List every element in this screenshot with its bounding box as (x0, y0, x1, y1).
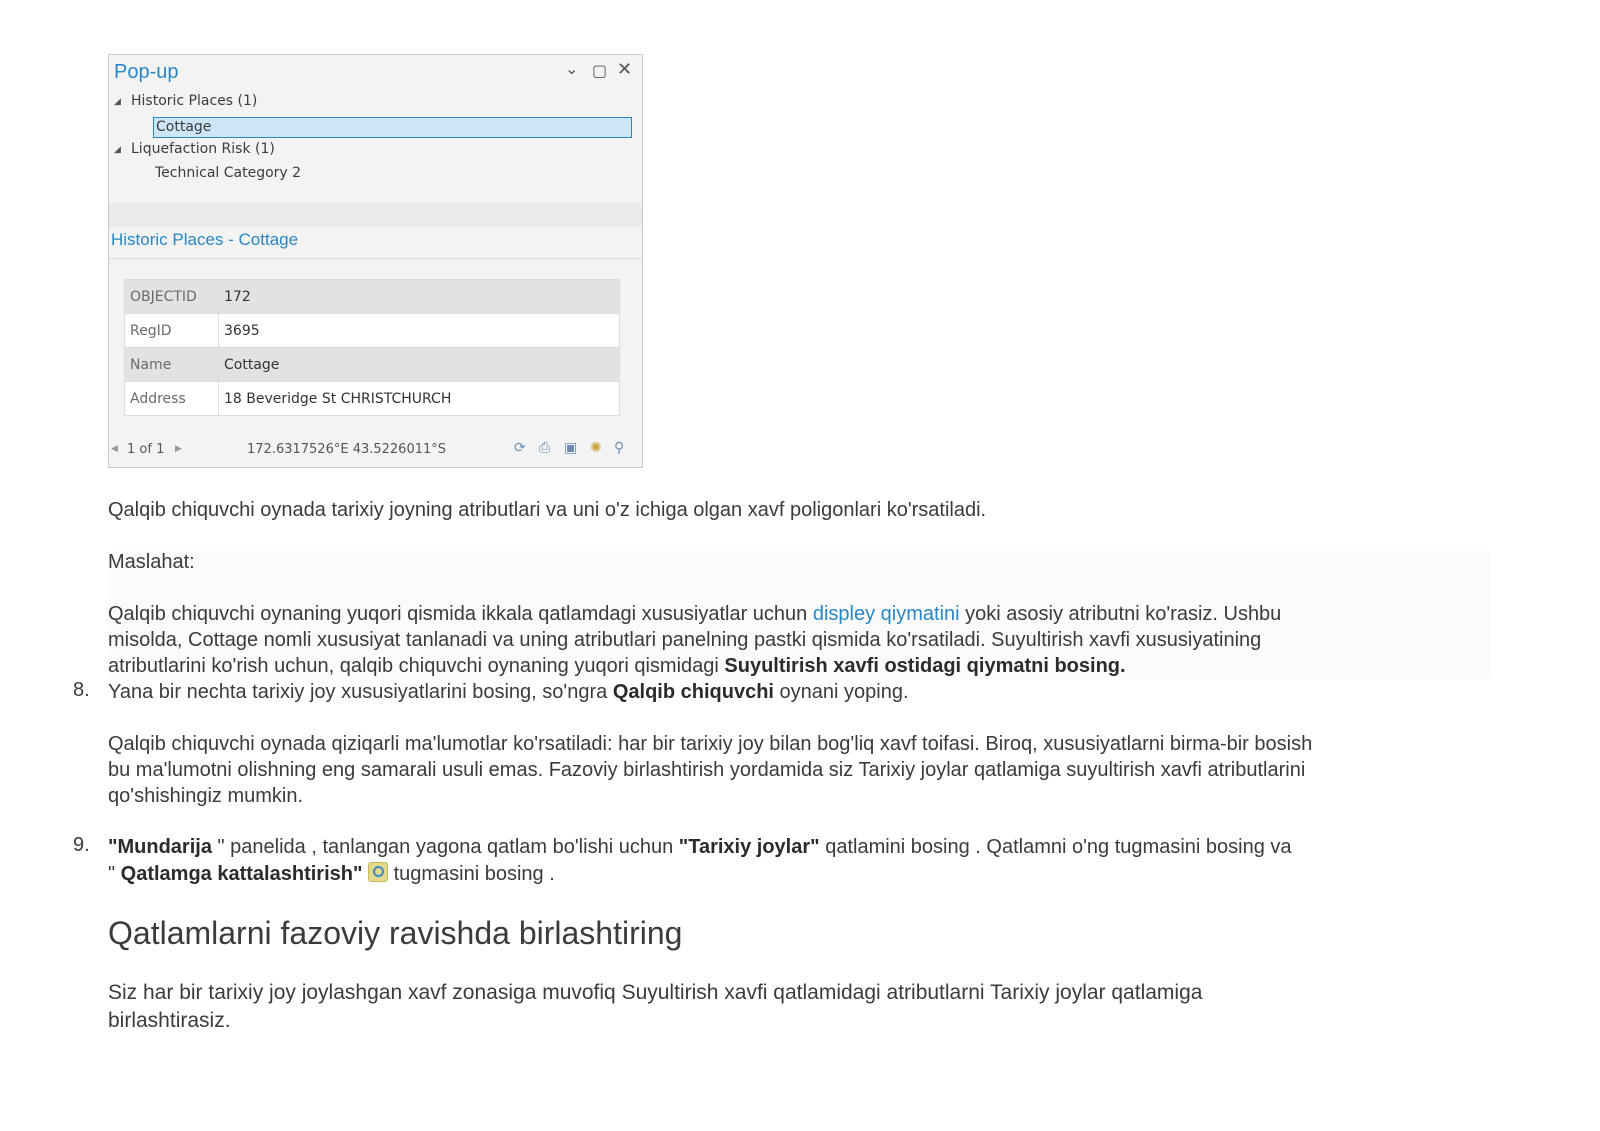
bold-text: Suyultirish xavfi ostidagi qiymatni bosing. (724, 655, 1126, 677)
divider (109, 258, 642, 259)
tip-label: Maslahat: (108, 551, 195, 573)
text: Qalqib chiquvchi oynaning yuqori qismida ikkala qatlamdagi xususiyatlar uchun (108, 603, 813, 625)
bold-text: Qatlamga kattalashtirish" (120, 863, 363, 885)
zoom-to-icon[interactable]: ⚲ (614, 440, 625, 456)
attribute-key: RegID (125, 314, 219, 348)
collapse-triangle-icon[interactable]: ◢ (114, 145, 121, 155)
export-icon[interactable]: ▣ (564, 440, 578, 456)
step-9 (108, 834, 1292, 860)
chevron-down-icon[interactable]: ⌄ (565, 59, 579, 78)
tree-layer-historic-places[interactable]: Historic Places (1) (131, 93, 258, 109)
close-icon[interactable]: ✕ (617, 59, 633, 80)
paragraph-line: bu ma'lumotni olishning eng samarali usuli emas. Fazoviy birlashtirish yordamida siz Tarixiy joylar qatlamiga suyultirish xavfi atributlarini (108, 759, 1306, 781)
next-feature-icon[interactable]: ▶ (175, 444, 182, 454)
text: atributlarini ko'rish uchun, qalqib chiquvchi oynaning yuqori qismidagi (108, 655, 725, 677)
attribute-value: 172 (219, 280, 620, 314)
text: Yana bir nechta tarixiy joy xususiyatlarini bosing, so'ngra (108, 681, 613, 703)
step-9-line-2 (108, 861, 555, 887)
attribute-value: 3695 (219, 314, 620, 348)
print-icon[interactable]: ⎙ (539, 440, 551, 456)
attribute-key: OBJECTID (125, 280, 219, 314)
text: tugmasini bosing . (388, 863, 555, 885)
tree-feature-technical-category[interactable]: Technical Category 2 (155, 165, 302, 181)
paragraph-line: Siz har bir tarixiy joy joylashgan xavf zonasiga muvofiq Suyultirish xavfi qatlamidagi atributlarni Tarixiy joylar qatlamiga (108, 981, 1203, 1004)
attribute-key: Name (125, 348, 219, 382)
tree-layer-liquefaction-risk[interactable]: Liquefaction Risk (1) (131, 141, 275, 157)
popup-panel (108, 54, 643, 468)
attribute-value: Cottage (219, 348, 620, 382)
step-number: 8. (73, 679, 90, 701)
previous-feature-icon[interactable]: ◀ (111, 444, 118, 454)
coordinates-readout: 172.6317526°E 43.5226011°S (247, 442, 447, 457)
paragraph-line: Qalqib chiquvchi oynada qiziqarli ma'lumotlar ko'rsatiladi: har bir tarixiy joy bilan bog'liq xavf toifasi. Biroq, xususiyatlarni birma-bir bosish (108, 733, 1313, 755)
table-row (125, 382, 620, 416)
popup-footer (109, 439, 642, 467)
tree-feature-cottage[interactable]: Cottage (153, 117, 632, 138)
bold-text: Qalqib chiquvchi (612, 681, 774, 703)
table-row (125, 314, 620, 348)
text: oynani yoping. (773, 681, 909, 703)
text: " (108, 863, 121, 885)
attribute-key: Address (125, 382, 219, 416)
page-indicator: 1 of 1 (127, 442, 165, 457)
flash-icon[interactable]: ✺ (590, 440, 602, 456)
table-row (125, 280, 620, 314)
tip-line: misolda, Cottage nomli xususiyat tanlanadi va uning atributlari panelning pastki qismida ko'rsatiladi. Suyultirish xavfi xususiyatining (108, 629, 1262, 651)
step-number: 9. (73, 834, 90, 856)
text: " panelida , tanlangan yagona qatlam bo'lishi uchun (211, 836, 679, 858)
paragraph: Qalqib chiquvchi oynada tarixiy joyning atributlari va uni o'z ichiga olgan xavf poligonlari ko'rsatiladi. (108, 499, 987, 521)
maximize-icon[interactable]: ▢ (592, 61, 608, 80)
table-row (125, 348, 620, 382)
step-8 (108, 679, 909, 705)
collapse-triangle-icon[interactable]: ◢ (114, 97, 121, 107)
attribute-table (124, 279, 620, 416)
tip-line (108, 653, 1126, 679)
attribute-value: 18 Beveridge St CHRISTCHURCH (219, 382, 620, 416)
bold-text: "Mundarija (108, 836, 212, 858)
bold-text: "Tarixiy joylar" (678, 836, 820, 858)
tip-line (108, 601, 1281, 627)
zoom-to-layer-icon (368, 862, 388, 882)
paragraph-line: qo'shishingiz mumkin. (108, 785, 304, 807)
text: qatlamini bosing . Qatlamni o'ng tugmasini bosing va (819, 836, 1292, 858)
paragraph-line: birlashtirasiz. (108, 1009, 231, 1032)
display-value-link[interactable]: displey qiymatini (812, 603, 960, 625)
section-heading: Qatlamlarni fazoviy ravishda birlashtiring (108, 915, 683, 951)
feature-detail-title: Historic Places - Cottage (111, 230, 299, 249)
text: yoki asosiy atributni ko'rasiz. Ushbu (959, 603, 1282, 625)
popup-title: Pop-up (114, 61, 179, 83)
refresh-icon[interactable]: ⟳ (514, 440, 526, 456)
splitter[interactable] (109, 203, 642, 227)
